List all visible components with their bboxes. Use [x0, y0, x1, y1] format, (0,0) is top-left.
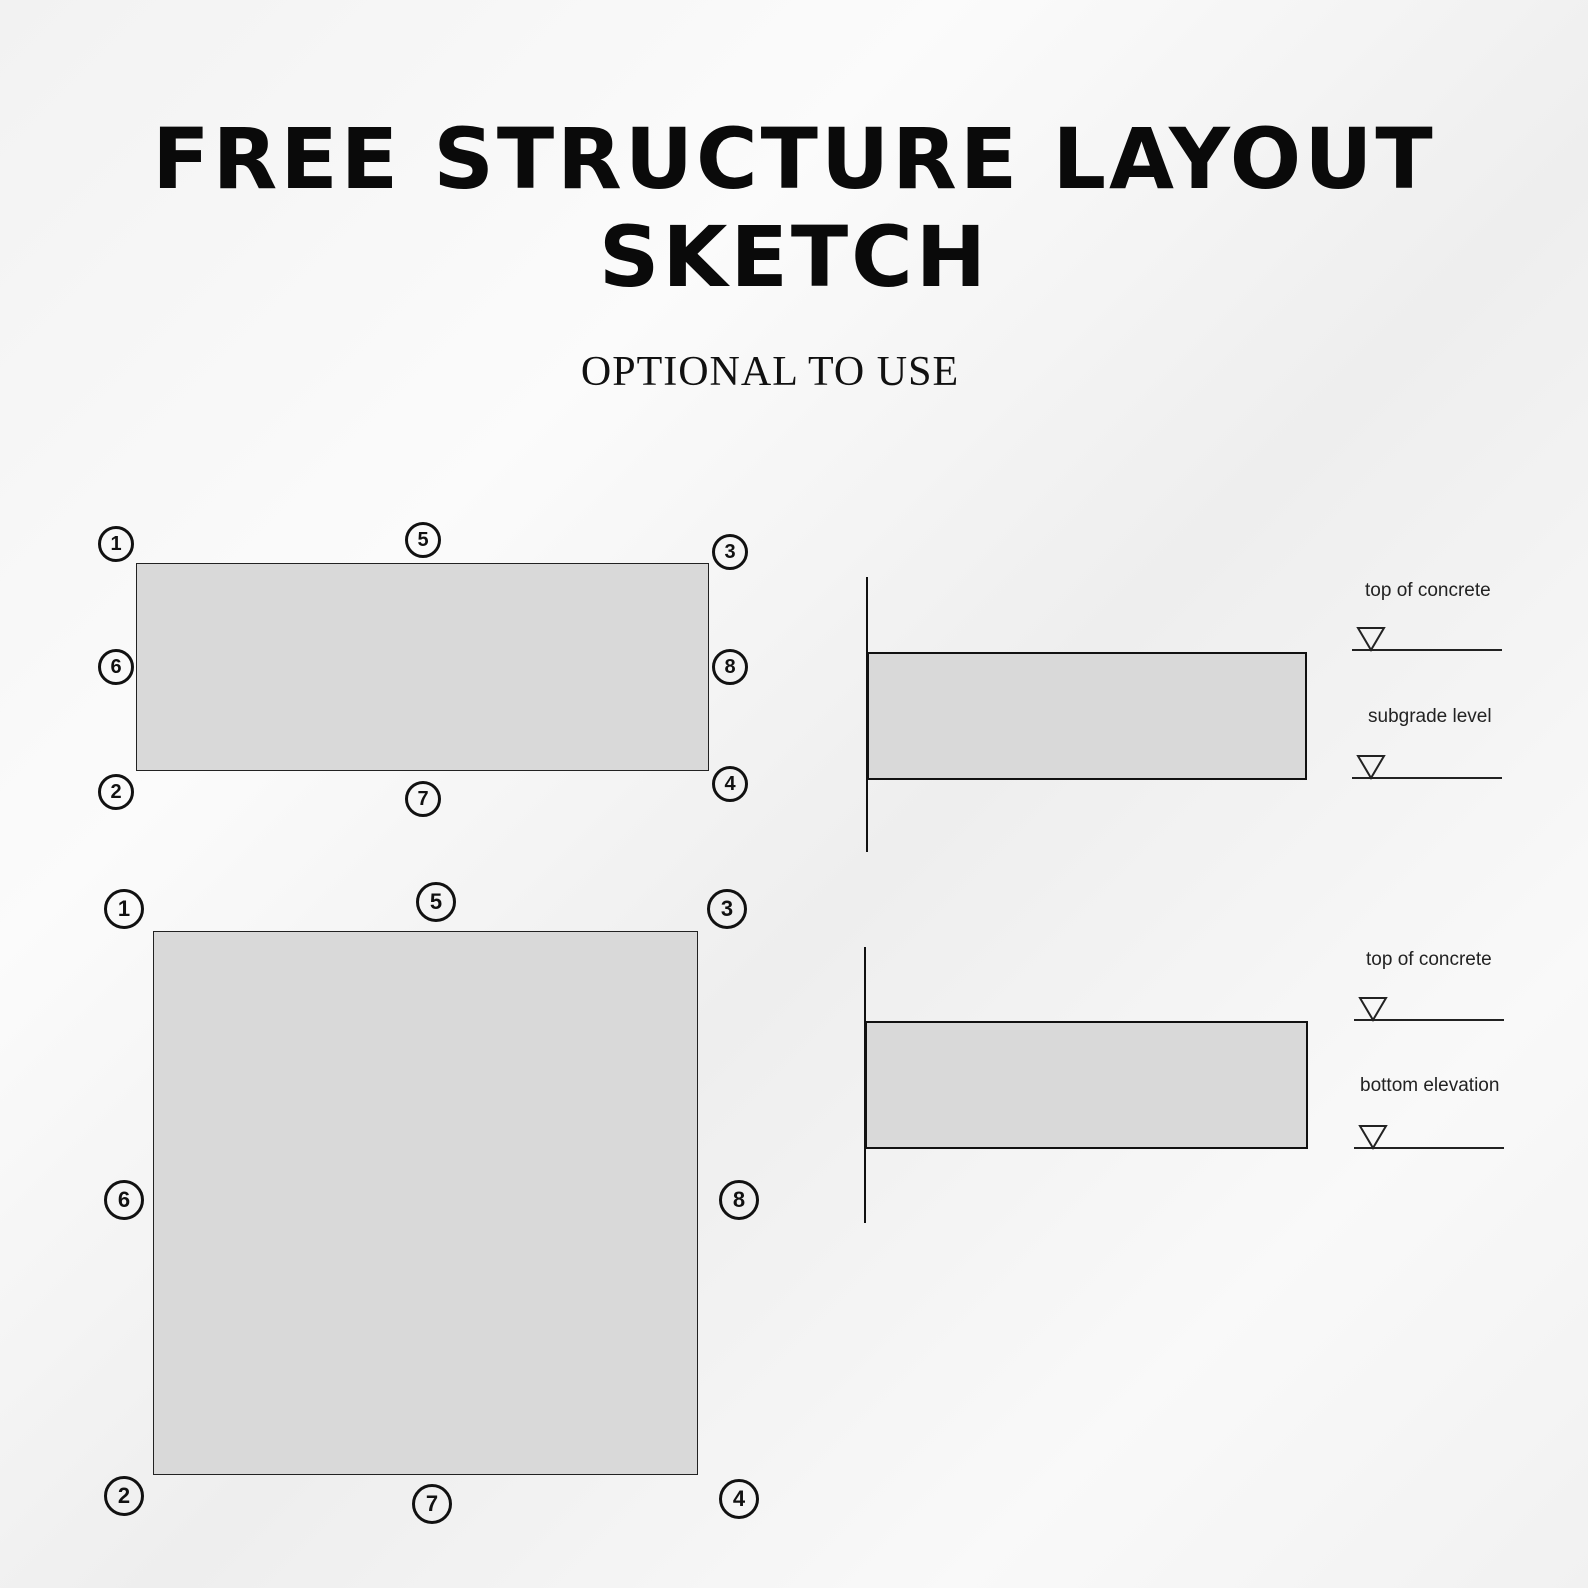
- page-title: [0, 110, 1588, 306]
- marker-7: 7: [412, 1484, 452, 1524]
- plan-rectangle-shape: [136, 563, 709, 771]
- marker-2: 2: [98, 774, 134, 810]
- marker-8: 8: [712, 649, 748, 685]
- section-bottom-slab: [865, 1021, 1308, 1149]
- marker-3: 3: [707, 889, 747, 929]
- marker-7: 7: [405, 781, 441, 817]
- top-of-concrete-line: [1352, 649, 1502, 651]
- top-of-concrete-label: top of concrete: [1365, 580, 1491, 601]
- subtitle: OPTIONAL TO USE: [580, 349, 960, 395]
- marker-5: 5: [405, 522, 441, 558]
- marker-3: 3: [712, 534, 748, 570]
- subgrade-level-line: [1352, 777, 1502, 779]
- marker-8: 8: [719, 1180, 759, 1220]
- marker-5: 5: [416, 882, 456, 922]
- marker-2: 2: [104, 1476, 144, 1516]
- bottom-elevation-line: [1354, 1147, 1504, 1149]
- marker-4: 4: [719, 1479, 759, 1519]
- marker-1: 1: [98, 526, 134, 562]
- section-top-slab: [867, 652, 1307, 780]
- subgrade-level-label: subgrade level: [1368, 706, 1492, 727]
- marker-1: 1: [104, 889, 144, 929]
- top-of-concrete-label: top of concrete: [1366, 949, 1492, 970]
- bottom-elevation-label: bottom elevation: [1360, 1075, 1500, 1096]
- marker-4: 4: [712, 766, 748, 802]
- marker-6: 6: [98, 649, 134, 685]
- marker-6: 6: [104, 1180, 144, 1220]
- title-line-2: SKETCH: [598, 208, 990, 306]
- title-line-1: FREE STRUCTURE LAYOUT: [152, 110, 1436, 208]
- plan-square-shape: [153, 931, 698, 1475]
- top-of-concrete-line: [1354, 1019, 1504, 1021]
